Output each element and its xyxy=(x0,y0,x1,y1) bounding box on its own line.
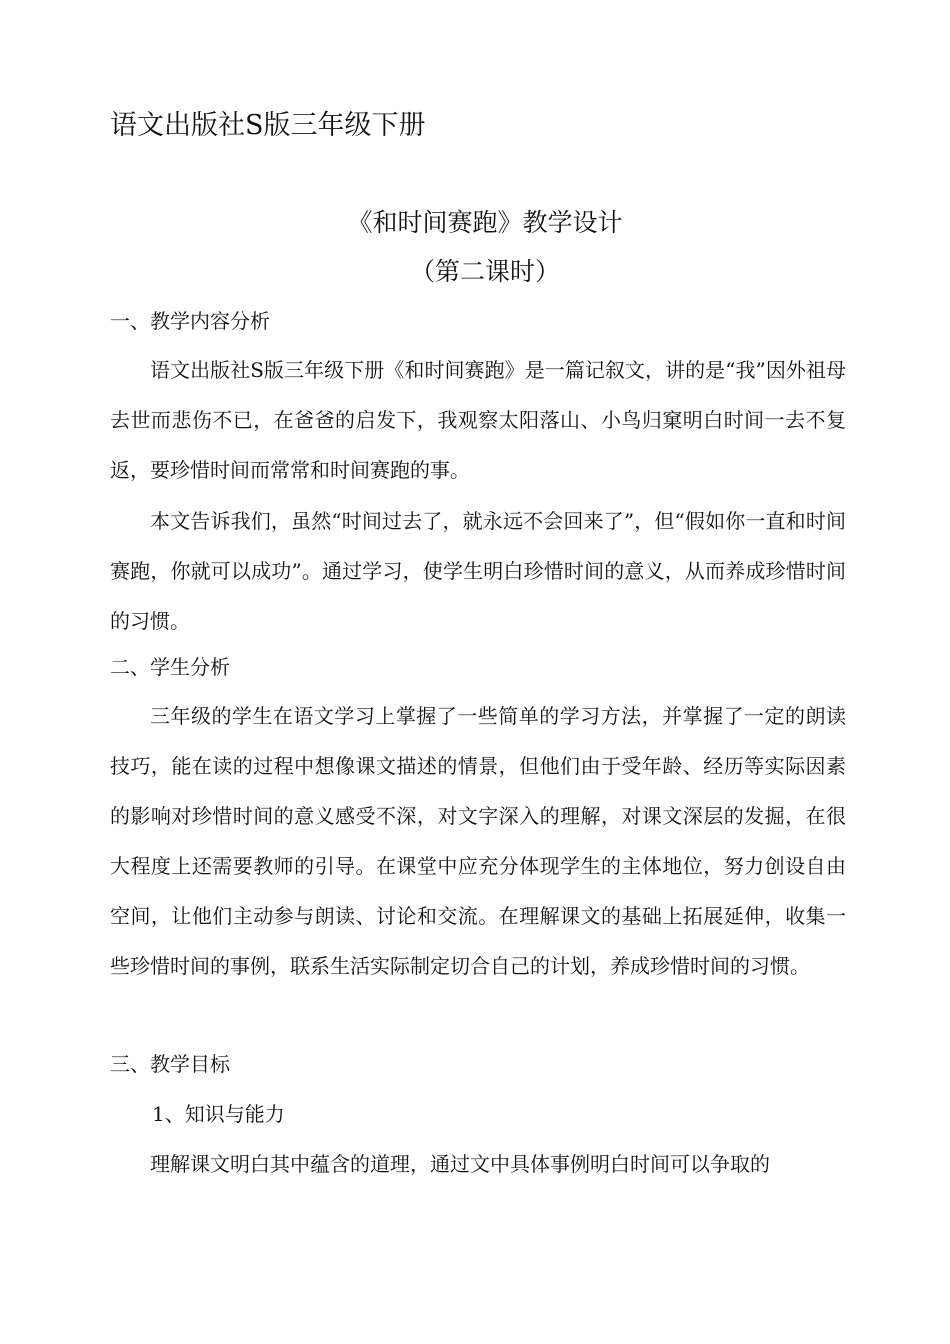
paragraph-student-analysis: 三年级的学生在语文学习上掌握了一些简单的学习方法，并掌握了一定的朗读技巧，能在读的过程中想像课文描述的情景，但他们由于受年龄、经历等实际因素的影响对珍惜时间的意义感受不深，对文字深入的理解，对课文深层的发掘，在很大程度上还需要教师的引导。在课堂中应充分体现学生的主体地位，努力创设自由空间，让他们主动参与朗读、讨论和交流。在理解课文的基础上拓展延伸，收集一些珍惜时间的事例，联系生活实际制定切合自己的计划，养成珍惜时间的习惯。 xyxy=(110,704,846,978)
paragraph-teaching-goals: 理解课文明白其中蕴含的道理，通过文中具体事例明白时间可以争取的 xyxy=(150,1152,770,1176)
textbook-header: 语文出版社S版三年级下册 xyxy=(110,110,426,141)
section-heading-content-analysis: 一、教学内容分析 xyxy=(110,309,270,333)
section-heading-student-analysis: 二、学生分析 xyxy=(110,655,230,679)
subheading-knowledge-ability: 1、知识与能力 xyxy=(152,1102,285,1126)
section-heading-teaching-goals: 三、教学目标 xyxy=(110,1052,230,1076)
paragraph-content-analysis-2: 本文告诉我们，虽然“时间过去了，就永远不会回来了”，但“假如你一直和时间赛跑，你就可以成功”。通过学习，使学生明白珍惜时间的意义，从而养成珍惜时间的习惯。 xyxy=(110,509,846,633)
document-title: 《和时间赛跑》教学设计 xyxy=(347,208,623,237)
document-subtitle: （第二课时） xyxy=(409,257,560,286)
paragraph-content-analysis-1: 语文出版社S版三年级下册《和时间赛跑》是一篇记叙文，讲的是“我”因外祖母去世而悲伤不已，在爸爸的启发下，我观察太阳落山、小鸟归窠明白时间一去不复返，要珍惜时间而常常和时间赛跑的事。 xyxy=(110,358,846,482)
